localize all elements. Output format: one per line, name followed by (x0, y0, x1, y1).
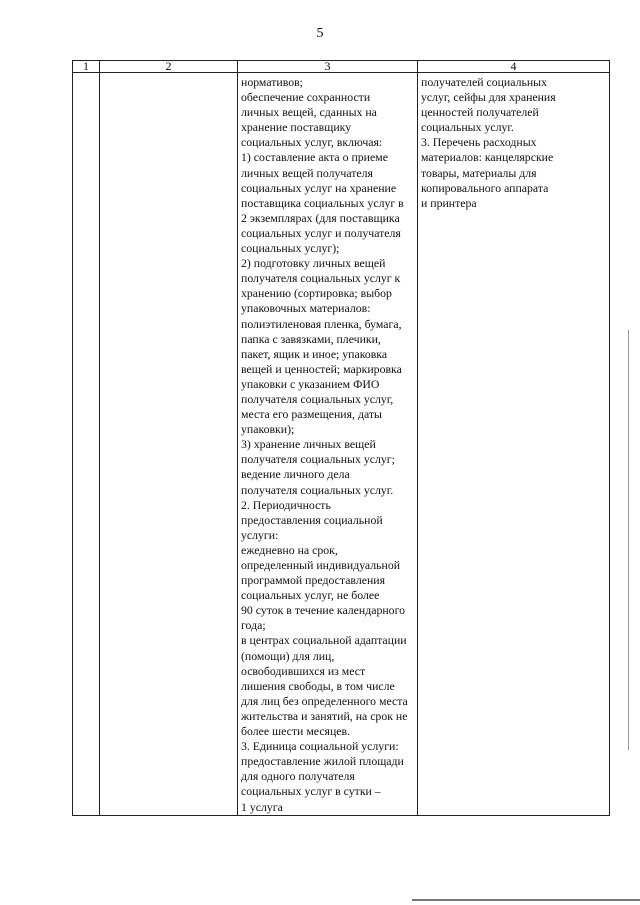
text-line: более шести месяцев. (241, 724, 351, 739)
text-line: 1 услуга (241, 799, 283, 814)
text-line: получателя социальных услуг. (241, 482, 394, 497)
text-line: социальных услуг в сутки – (241, 784, 381, 799)
text-line: места его размещения, даты (241, 407, 382, 422)
text-line: упаковки с указанием ФИО (241, 376, 380, 391)
text-line: социальных услуг, не более (241, 588, 380, 603)
text-line: предоставления социальной (241, 512, 383, 527)
text-line: и принтера (421, 195, 477, 210)
text-line: ценностей получателей (421, 105, 539, 120)
text-line: социальных услуг на хранение (241, 180, 397, 195)
text-line: социальных услуг и получателя (241, 225, 401, 240)
cell-col-1-text (73, 73, 99, 75)
text-line: лишения свободы, в том числе (241, 678, 395, 693)
text-line: полиэтиленовая пленка, бумага, (241, 316, 402, 331)
text-line: вещей и ценностей; маркировка (241, 361, 402, 376)
cell-col-2-text (100, 73, 237, 75)
text-line: получателя социальных услуг, (241, 391, 394, 406)
text-line: личных вещей, сданных на (241, 105, 377, 120)
text-line: упаковки); (241, 422, 295, 437)
text-line: программой предоставления (241, 573, 386, 588)
text-line: для лиц без определенного места (241, 693, 408, 708)
text-line: 2. Периодичность (241, 497, 331, 512)
text-line: 90 суток в течение календарного (241, 603, 406, 618)
text-line: 3. Перечень расходных (421, 135, 537, 150)
text-line: упаковочных материалов: (241, 301, 371, 316)
column-number-4: 4 (418, 61, 610, 73)
cell-col-3 (238, 73, 418, 816)
text-line: товары, материалы для (421, 165, 537, 180)
text-line: поставщика социальных услуг в (241, 195, 404, 210)
text-line: освободившихся из мест (241, 663, 366, 678)
text-line: хранению (сортировка; выбор (241, 286, 392, 301)
text-line: нормативов; (241, 75, 303, 89)
scan-edge-mark (628, 330, 629, 750)
text-line: 3. Единица социальной услуги: (241, 739, 399, 754)
services-table (72, 60, 610, 816)
text-line: получателя социальных услуг к (241, 271, 401, 286)
text-line: социальных услуг, включая: (241, 135, 383, 150)
text-line: обеспечение сохранности (241, 90, 371, 105)
text-line: получателя социальных услуг; (241, 452, 395, 467)
cell-col-4-text (418, 73, 609, 211)
text-line: пакет, ящик и иное; упаковка (241, 346, 388, 361)
cell-col-2 (100, 73, 238, 816)
scan-bottom-mark (412, 899, 640, 901)
table-row (73, 73, 610, 816)
text-line: ведение личного дела (241, 467, 350, 482)
text-line: жительства и занятий, на срок не (241, 708, 408, 723)
text-line: папка с завязками, плечики, (241, 331, 381, 346)
text-line: предоставление жилой площади (241, 754, 404, 769)
text-line: 2) подготовку личных вещей (241, 256, 386, 271)
text-line: 2 экземплярах (для поставщика (241, 210, 400, 225)
text-line: социальных услуг); (241, 241, 340, 256)
text-line: личных вещей получателя (241, 165, 373, 180)
column-number-1: 1 (73, 61, 100, 73)
text-line: хранение поставщику (241, 120, 352, 135)
text-line: социальных услуг. (421, 120, 514, 135)
text-line: услуг, сейфы для хранения (421, 90, 556, 105)
cell-col-1 (73, 73, 100, 816)
text-line: определенный индивидуальной (241, 558, 401, 572)
text-line: ежедневно на срок, (241, 542, 338, 557)
text-line: в центрах социальной адаптации (241, 633, 407, 648)
text-line: для одного получателя (241, 769, 355, 784)
column-number-3: 3 (238, 61, 418, 73)
text-line: получателей социальных (421, 75, 547, 89)
text-line: 1) составление акта о приеме (241, 150, 388, 165)
text-line: 3) хранение личных вещей (241, 437, 376, 452)
cell-col-4 (418, 73, 610, 816)
text-line: услуги: (241, 527, 279, 542)
column-number-2: 2 (100, 61, 238, 73)
text-line: материалов: канцелярские (421, 150, 554, 165)
page-number: 5 (316, 26, 324, 41)
text-line: года; (241, 618, 266, 633)
text-line: (помощи) для лиц, (241, 648, 335, 663)
cell-col-3-text (238, 73, 417, 815)
column-number-row (73, 61, 610, 73)
text-line: копировального аппарата (421, 180, 549, 195)
